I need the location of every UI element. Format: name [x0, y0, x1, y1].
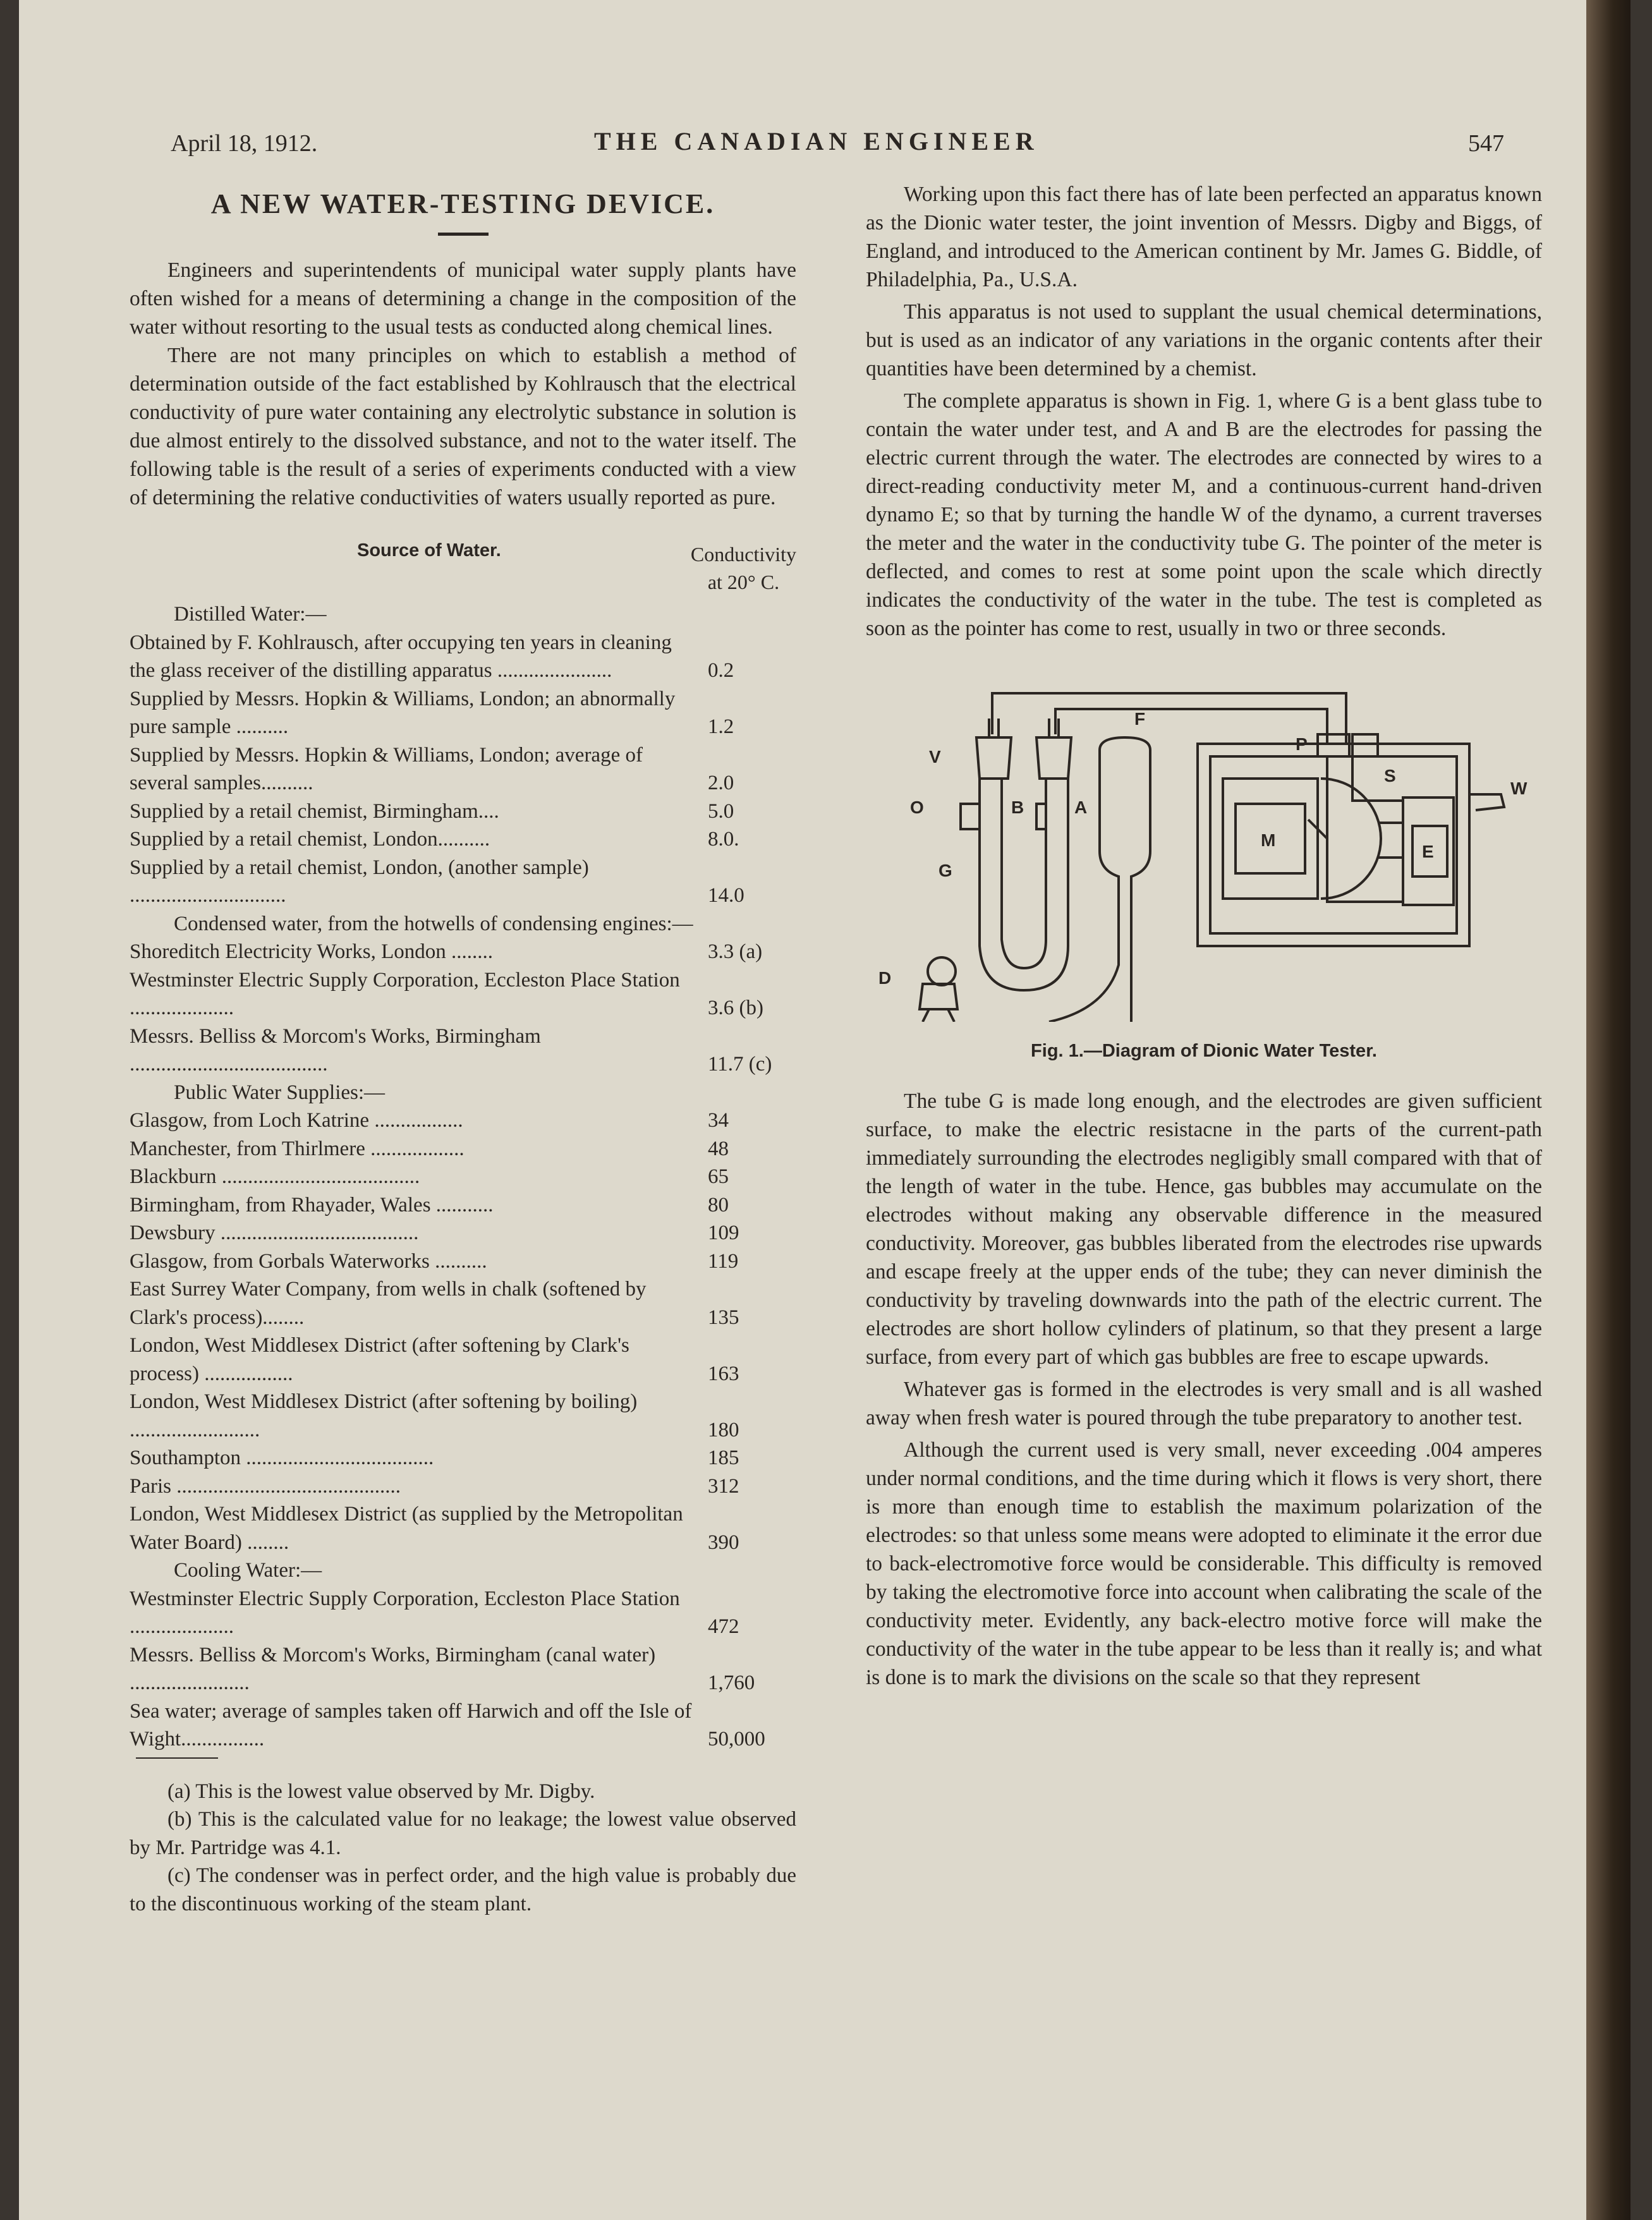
- row-source: Obtained by F. Kohlrausch, after occupying ten years in cleaning the glass receiver of the distilling apparatus ......................: [130, 631, 672, 682]
- table-category: Distilled Water:—: [174, 603, 327, 626]
- footnote: (b) This is the calculated value for no leakage; the lowest value observed by Mr. Partridge was 4.1.: [130, 1808, 796, 1859]
- paragraph: This apparatus is not used to supplant the usual chemical determinations, but is used as an indicator of any variations in the organic contents after their quantities have been determined by a chemist.: [866, 300, 1542, 380]
- table-row: [130, 629, 796, 685]
- label-F: F: [1134, 709, 1146, 729]
- table-category: Cooling Water:—: [174, 1559, 322, 1582]
- conductivity-column-header: [691, 540, 796, 596]
- conductivity-table: [130, 600, 796, 1754]
- source-column-header: Source of Water.: [357, 540, 501, 561]
- table-row: [130, 1247, 796, 1276]
- table-row: [130, 1022, 796, 1079]
- row-conductivity: 163: [708, 1362, 739, 1385]
- row-source: East Surrey Water Company, from wells in chalk (softened by Clark's process)........: [130, 1278, 647, 1329]
- table-row: [130, 854, 796, 910]
- footnote: (c) The condenser was in perfect order, and the high value is probably due to the discontinuous working of the steam plant.: [130, 1864, 796, 1915]
- table-row: [130, 1331, 796, 1388]
- label-M: M: [1261, 830, 1276, 850]
- row-source: London, West Middlesex District (after softening by Clark's process) .................: [130, 1334, 629, 1385]
- row-source: Glasgow, from Loch Katrine .................: [130, 1109, 463, 1132]
- table-row: [130, 1585, 796, 1641]
- row-source: Supplied by a retail chemist, London, (another sample) ..............................: [130, 856, 589, 907]
- figure-diagram: [866, 668, 1542, 1022]
- row-source: Birmingham, from Rhayader, Wales ...........: [130, 1193, 494, 1216]
- table-row: [130, 1388, 796, 1444]
- conductivity-header-line: Conductivity: [690, 543, 796, 566]
- paragraph: The tube G is made long enough, and the electrodes are given sufficient surface, to make the electric resistacne in the parts of the current-path immediately surrounding the electrodes negligibly small compared with that of the length of water in the tube. Hence, gas bubbles may accumulate on the electrodes without making any observable difference in the measured conductivity. Moreover, gas bubbles liberated from the electrodes rise upwards and escape freely at the upper ends of the tube; they can never diminish the conductivity by traveling downwards into the path of the electric current. The electrodes are short hollow cylinders of platinum, so that they present a large surface, from every part of which gas bubbles are free to escape upwards.: [866, 1089, 1542, 1369]
- paragraph: There are not many principles on which to establish a method of determination outside of the fact established by Kohlrausch that the electrical conductivity of pure water containing any electrolytic substance in solution is due almost entirely to the dissolved substance, and not to the water itself. The following table is the result of a series of experiments conducted with a view of determining the relative conductivities of waters usually reported as pure.: [130, 344, 796, 509]
- row-source: Shoreditch Electricity Works, London ........: [130, 940, 494, 963]
- paragraph: Working upon this fact there has of late been perfected an apparatus known as the Dionic water tester, the joint invention of Messrs. Digby and Biggs, of England, and introduced to the American continent by Mr. James G. Biddle, of Philadelphia, Pa., U.S.A.: [866, 183, 1542, 291]
- paragraph: Engineers and superintendents of municipal water supply plants have often wished for a means of determining a change in the composition of the water without resorting to the usual tests as conducted along chemical lines.: [130, 258, 796, 339]
- label-O: O: [910, 798, 924, 817]
- row-conductivity: 0.2: [708, 659, 734, 682]
- row-source: Southampton ....................................: [130, 1447, 434, 1469]
- page-header: [171, 123, 1504, 167]
- issue-date: April 18, 1912.: [171, 130, 318, 157]
- table-row: [130, 1641, 796, 1697]
- row-source: Supplied by a retail chemist, Birmingham....: [130, 799, 499, 823]
- paragraph: The complete apparatus is shown in Fig. 1, where G is a bent glass tube to contain the water under test, and A and B are the electrodes for passing the electric current through the water. The electrodes are connected by wires to a direct-reading conductivity meter M, and a continuous-current hand-driven dynamo E; so that by turning the handle W of the dynamo, a current traverses the meter and the water in the conductivity tube G. The pointer of the meter is deflected, and comes to rest at some point upon the scale which directly indicates the conductivity of the water in the tube. The test is completed as soon as the pointer has come to rest, usually in two or three seconds.: [866, 389, 1542, 640]
- row-conductivity: 472: [708, 1615, 739, 1638]
- row-conductivity: 119: [708, 1249, 739, 1273]
- page: [19, 0, 1631, 2220]
- label-P: P: [1296, 734, 1308, 754]
- left-column: [130, 180, 796, 1918]
- table-row: [130, 798, 796, 826]
- row-conductivity: 185: [708, 1447, 739, 1469]
- row-conductivity: 1.2: [708, 715, 734, 738]
- row-source: Westminster Electric Supply Corporation, Eccleston Place Station ....................: [130, 968, 680, 1019]
- row-source: Supplied by a retail chemist, London..........: [130, 828, 490, 851]
- dionic-tester-diagram: [866, 668, 1542, 1022]
- row-source: Paris ...........................................: [130, 1474, 401, 1498]
- row-conductivity: 5.0: [708, 799, 734, 823]
- row-conductivity: 109: [708, 1222, 739, 1244]
- row-conductivity: 65: [708, 1165, 729, 1188]
- table-row: [130, 1163, 796, 1191]
- table-row: [130, 741, 796, 798]
- table-row: [130, 938, 796, 966]
- row-source: Dewsbury ......................................: [130, 1222, 419, 1244]
- row-source: Sea water; average of samples taken off Harwich and off the Isle of Wight................: [130, 1699, 692, 1750]
- table-header: [130, 540, 796, 600]
- row-source: London, West Middlesex District (as supplied by the Metropolitan Water Board) ........: [130, 1503, 683, 1554]
- label-D: D: [878, 968, 892, 988]
- row-conductivity: 80: [708, 1193, 729, 1216]
- row-conductivity: 3.3 (a): [708, 940, 763, 963]
- label-S: S: [1384, 766, 1396, 785]
- label-B: B: [1011, 798, 1024, 817]
- page-number: 547: [1468, 130, 1504, 157]
- label-A: A: [1074, 798, 1088, 817]
- book-binding: [1586, 0, 1631, 2220]
- row-source: Messrs. Belliss & Morcom's Works, Birmingham (canal water) .......................: [130, 1643, 656, 1694]
- label-G: G: [938, 861, 952, 880]
- row-source: Supplied by Messrs. Hopkin & Williams, London; average of several samples..........: [130, 743, 643, 794]
- row-source: Manchester, from Thirlmere ..................: [130, 1137, 465, 1160]
- table-row: [130, 1191, 796, 1220]
- row-conductivity: 2.0: [708, 772, 734, 794]
- row-conductivity: 11.7 (c): [708, 1053, 772, 1076]
- label-V: V: [929, 747, 941, 767]
- journal-title: THE CANADIAN ENGINEER: [594, 127, 1039, 155]
- row-source: Westminster Electric Supply Corporation, Eccleston Place Station ....................: [130, 1587, 680, 1638]
- conductivity-header-line: at 20° C.: [707, 571, 780, 593]
- footnote: (a) This is the lowest value observed by Mr. Digby.: [167, 1780, 595, 1803]
- row-conductivity: 1,760: [708, 1671, 755, 1694]
- paragraph: Whatever gas is formed in the electrodes is very small and is all washed away when fresh water is poured through the tube preparatory to another test.: [866, 1378, 1542, 1429]
- row-source: Supplied by Messrs. Hopkin & Williams, London; an abnormally pure sample ..........: [130, 687, 676, 738]
- table-row: [130, 1500, 796, 1556]
- row-conductivity: 48: [708, 1137, 729, 1160]
- row-conductivity: 34: [708, 1109, 729, 1132]
- table-row: [130, 1107, 796, 1135]
- row-source: Blackburn ......................................: [130, 1165, 420, 1188]
- table-row: [130, 685, 796, 741]
- table-row: [130, 1275, 796, 1331]
- row-source: Glasgow, from Gorbals Waterworks ..........: [130, 1249, 487, 1273]
- table-category: Public Water Supplies:—: [174, 1081, 386, 1104]
- table-row: [130, 966, 796, 1022]
- row-conductivity: 312: [708, 1474, 739, 1498]
- row-conductivity: 3.6 (b): [708, 997, 763, 1019]
- article-title: A NEW WATER-TESTING DEVICE.: [210, 188, 715, 219]
- label-E: E: [1422, 842, 1434, 861]
- row-conductivity: 14.0: [708, 884, 744, 907]
- row-conductivity: 135: [708, 1306, 739, 1329]
- right-column: [866, 180, 1542, 1695]
- row-conductivity: 8.0.: [708, 828, 739, 851]
- title-rule: [438, 233, 489, 236]
- row-conductivity: 50,000: [708, 1728, 765, 1750]
- row-conductivity: 180: [708, 1418, 739, 1441]
- table-row: [130, 1135, 796, 1163]
- label-W: W: [1510, 779, 1527, 798]
- table-row: [130, 1444, 796, 1472]
- figure-caption: Fig. 1.—Diagram of Dionic Water Tester.: [1031, 1041, 1377, 1061]
- table-row: [130, 1472, 796, 1501]
- row-source: Messrs. Belliss & Morcom's Works, Birmingham ......................................: [130, 1024, 541, 1076]
- table-row: [130, 1219, 796, 1247]
- row-source: London, West Middlesex District (after softening by boiling) .........................: [130, 1390, 638, 1441]
- table-category: Condensed water, from the hotwells of condensing engines:—: [174, 912, 693, 935]
- table-row: [130, 825, 796, 854]
- table-row: [130, 1697, 796, 1754]
- row-conductivity: 390: [708, 1531, 739, 1554]
- paragraph: Although the current used is very small, never exceeding .004 amperes under normal conditions, and the time during which it flows is very short, there is more than enough time to establish the maximum polarization of the electrodes: so that unless some means were adopted to eliminate it the error due to back-electromotive force would be considerable. This difficulty is removed by taking the electromotive force into account when calibrating the scale of the conductivity meter. Evidently, any back-electro motive force will make the conductivity of the water in the tube appear to be less than it really is; and what is done is to mark the divisions on the scale so that they represent: [866, 1438, 1542, 1689]
- table-end-rule: [136, 1757, 218, 1759]
